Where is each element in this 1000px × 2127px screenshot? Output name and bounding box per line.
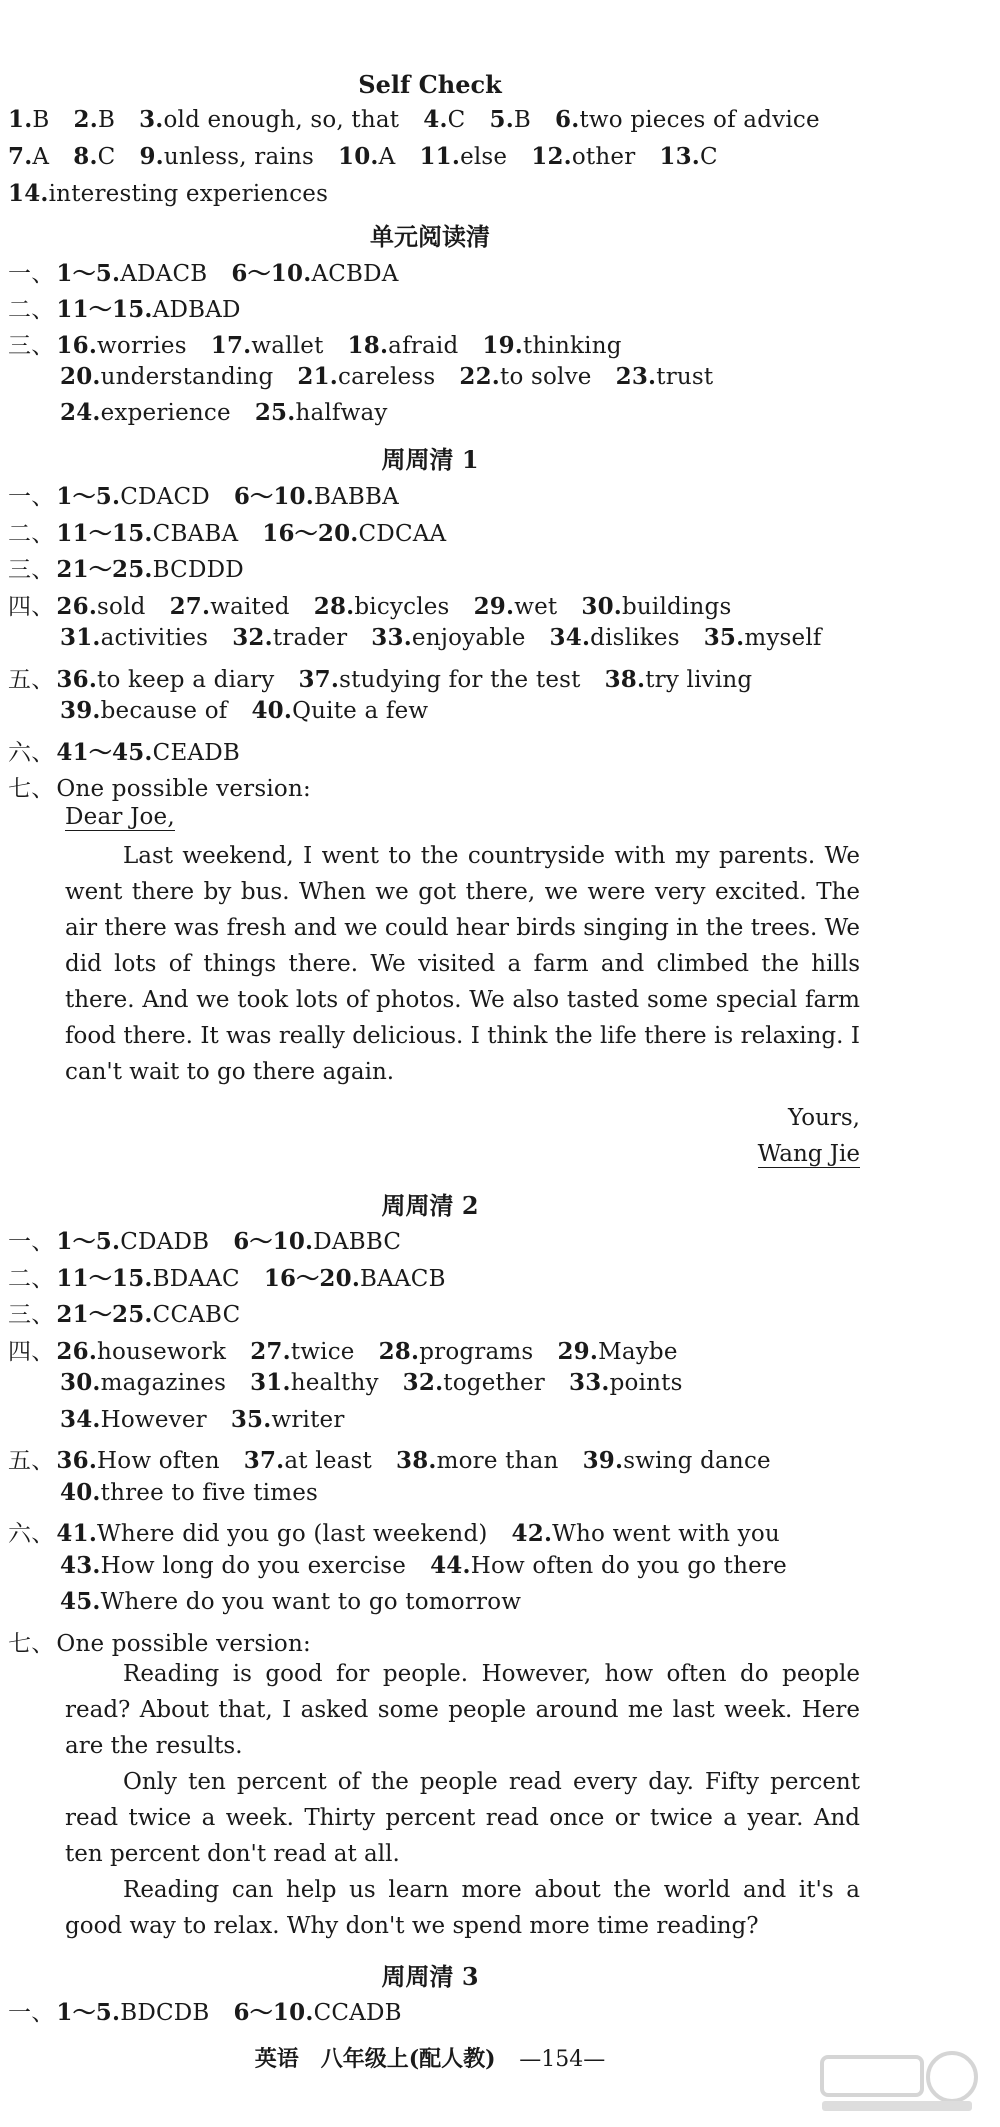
answer-text: understanding — [100, 364, 274, 390]
answer-text: writer — [271, 1406, 345, 1433]
answer-item — [60, 1553, 406, 1579]
answer-item — [60, 698, 227, 724]
answer-text: CDADB — [120, 1229, 210, 1255]
section-numeral: 六、 — [8, 739, 55, 766]
answer-text: buildings — [621, 593, 732, 620]
answer-item — [56, 667, 274, 693]
answer-line — [60, 697, 452, 724]
answer-line — [8, 1296, 264, 1329]
section-title-unit-reading: 单元阅读清 — [370, 222, 490, 251]
answer-text: One possible version: — [56, 1630, 311, 1657]
answer-line — [60, 363, 737, 390]
section-numeral: 三、 — [8, 1302, 55, 1328]
answer-line — [8, 478, 423, 511]
answer-item — [555, 107, 820, 133]
question-number: 40. — [251, 697, 293, 724]
question-number: 41～45. — [56, 738, 153, 766]
answer-text: other — [571, 144, 636, 170]
question-number: 1～5. — [56, 260, 121, 287]
question-number: 34. — [549, 624, 591, 651]
letter-greeting: Dear Joe, — [65, 804, 175, 830]
answer-text: afraid — [388, 333, 459, 359]
answer-text: to keep a diary — [97, 666, 275, 693]
question-number: 21～25. — [56, 556, 153, 583]
answer-line — [8, 1994, 426, 2027]
question-number: 44. — [430, 1551, 471, 1579]
question-number: 27. — [169, 592, 211, 620]
answer-line — [8, 291, 265, 324]
answer-item — [396, 1448, 559, 1474]
answer-item — [482, 333, 621, 359]
answer-line — [8, 1333, 702, 1366]
question-number: 1～5. — [56, 483, 121, 510]
question-number: 33. — [371, 624, 412, 651]
answer-item — [56, 1229, 209, 1255]
question-number: 27. — [250, 1337, 291, 1365]
answer-text: thinking — [523, 333, 622, 359]
question-number: 31. — [250, 1369, 291, 1396]
question-number: 42. — [511, 1520, 553, 1547]
answer-item — [264, 1266, 446, 1292]
section-numeral: 二、 — [8, 520, 55, 547]
answer-line — [8, 327, 646, 360]
question-number: 26. — [56, 1337, 98, 1365]
question-number: 6. — [555, 106, 580, 133]
question-number: 3. — [139, 106, 164, 133]
watermark-logo-icon — [812, 2047, 982, 2117]
question-number: 6～10. — [231, 260, 312, 287]
answer-text: to solve — [500, 364, 592, 390]
answer-line — [60, 1588, 545, 1615]
answer-text: worries — [97, 333, 187, 359]
answer-text: How long do you exercise — [100, 1552, 407, 1579]
section-numeral: 七、 — [8, 1630, 55, 1657]
section-numeral: 七、 — [8, 776, 55, 802]
answer-text: more than — [436, 1448, 559, 1474]
question-number: 6～10. — [233, 1228, 314, 1255]
answer-text: bicycles — [354, 593, 450, 620]
question-number: 5. — [489, 106, 514, 133]
question-number: 37. — [298, 665, 340, 693]
question-number: 7. — [8, 143, 33, 170]
question-number: 11～15. — [56, 296, 153, 323]
answer-item — [605, 667, 753, 693]
answer-item — [56, 1302, 240, 1328]
answer-text: ADBAD — [152, 297, 241, 323]
answer-item — [56, 740, 240, 766]
answer-text: BABBA — [313, 484, 399, 510]
answer-text: careless — [338, 364, 436, 390]
answer-item — [314, 594, 450, 620]
answer-item — [8, 107, 50, 133]
answer-text: C — [447, 107, 466, 133]
answer-text: three to five times — [100, 1479, 319, 1506]
question-number: 38. — [395, 1447, 437, 1474]
question-number: 36. — [56, 1447, 98, 1474]
answer-text: halfway — [295, 400, 388, 426]
answer-item — [60, 400, 231, 426]
answer-text: Who went with you — [552, 1521, 780, 1547]
answer-text: CCADB — [313, 2000, 402, 2026]
answer-text: myself — [744, 625, 822, 651]
answer-line — [8, 106, 844, 133]
answer-text: CCABC — [152, 1302, 241, 1328]
answer-item — [430, 1553, 787, 1579]
answer-item — [60, 1370, 226, 1396]
section-numeral: 三、 — [8, 333, 55, 359]
question-number: 35. — [703, 624, 745, 651]
question-number: 18. — [347, 332, 389, 359]
answer-text: CEADB — [152, 739, 240, 766]
answer-text: waited — [210, 593, 290, 620]
section-title-week3: 周周清 3 — [381, 1962, 479, 1991]
answer-text: old enough, so, that — [163, 107, 400, 133]
answer-item — [531, 144, 635, 170]
essay-body — [65, 1656, 860, 1944]
section-numeral: 一、 — [8, 484, 55, 510]
question-number: 31. — [60, 624, 101, 651]
answer-text: ACBDA — [311, 261, 399, 287]
answer-item — [60, 1407, 207, 1433]
question-number: 32. — [232, 624, 273, 651]
answer-item — [338, 144, 395, 170]
answer-item — [73, 144, 115, 170]
answer-line — [60, 1406, 369, 1433]
answer-text: CDACD — [120, 484, 210, 510]
answer-item — [569, 1370, 683, 1396]
answer-line — [60, 399, 412, 426]
answer-item — [419, 144, 507, 170]
question-number: 33. — [568, 1369, 610, 1396]
answer-item — [423, 107, 465, 133]
answer-item — [56, 594, 145, 620]
answer-text: unless, rains — [163, 144, 314, 170]
question-number: 14. — [8, 180, 49, 207]
answer-item — [459, 364, 591, 390]
answer-text: BDAAC — [152, 1265, 240, 1292]
answer-item — [56, 333, 186, 359]
section-numeral: 五、 — [8, 1448, 55, 1474]
answer-item — [74, 107, 116, 133]
answer-item — [234, 484, 399, 510]
answer-text: A — [32, 144, 50, 170]
question-number: 43. — [60, 1551, 101, 1579]
answer-item — [616, 364, 714, 390]
question-number: 23. — [615, 363, 657, 390]
question-number: 37. — [243, 1447, 285, 1474]
answer-text: trust — [656, 364, 714, 390]
answer-item — [56, 1448, 219, 1474]
question-number: 6～10. — [233, 483, 314, 510]
answer-line — [8, 515, 470, 548]
question-number: 16～20. — [262, 519, 359, 547]
answer-item — [704, 625, 822, 651]
question-number: 21. — [297, 363, 338, 390]
page-footer — [0, 2042, 860, 2073]
answer-text: swing dance — [623, 1448, 771, 1474]
answer-item — [60, 1480, 318, 1506]
question-number: 40. — [60, 1478, 101, 1506]
answer-item — [298, 667, 580, 693]
question-number: 30. — [60, 1369, 101, 1396]
answer-item — [659, 144, 717, 170]
question-number: 21～25. — [56, 1301, 153, 1328]
section-numeral: 一、 — [8, 2000, 55, 2026]
question-number: 39. — [582, 1447, 624, 1474]
answer-text: interesting experiences — [48, 181, 329, 207]
answer-item — [474, 594, 558, 620]
answer-item — [403, 1370, 545, 1396]
answer-text: dislikes — [590, 625, 680, 651]
letter-signature: Wang Jie — [757, 1141, 860, 1167]
question-number: 32. — [402, 1369, 444, 1396]
answer-text: twice — [290, 1338, 355, 1365]
answer-text: BAACB — [360, 1265, 446, 1292]
question-number: 4. — [423, 106, 448, 133]
answer-line — [60, 1369, 707, 1396]
answer-text: experience — [100, 400, 231, 426]
answer-text: CBABA — [152, 520, 239, 547]
answer-item — [60, 364, 273, 390]
answer-item — [557, 1339, 677, 1365]
section-numeral: 三、 — [8, 557, 55, 583]
answer-text: studying for the test — [339, 666, 581, 693]
question-number: 41. — [56, 1520, 98, 1547]
answer-item — [56, 261, 207, 287]
essay-paragraph-3: Reading can help us learn more about the world and it's a good way to relax. Why don't we spend more time reading? — [65, 1877, 860, 1939]
answer-item — [250, 1370, 379, 1396]
question-number: 8. — [73, 143, 98, 170]
answer-text: Where do you want to go tomorrow — [100, 1589, 522, 1615]
answer-item — [512, 1521, 780, 1547]
answer-item — [8, 144, 49, 170]
answer-text: CDCAA — [358, 520, 447, 547]
section-numeral: 六、 — [8, 1521, 55, 1547]
answer-item — [262, 521, 446, 547]
answer-line — [8, 1223, 425, 1256]
answer-item — [232, 625, 347, 651]
answer-line — [8, 1260, 470, 1293]
answer-text: enjoyable — [411, 625, 526, 651]
answer-text: else — [460, 144, 508, 170]
answer-text: activities — [100, 625, 209, 651]
question-number: 11～15. — [56, 519, 153, 547]
answer-item — [550, 625, 680, 651]
question-number: 28. — [378, 1337, 420, 1365]
answer-text: DABBC — [313, 1229, 402, 1255]
answer-line — [8, 770, 335, 803]
answer-line — [8, 734, 264, 767]
answer-item — [244, 1448, 372, 1474]
question-number: 1～5. — [56, 1228, 121, 1255]
question-number: 29. — [473, 592, 515, 620]
letter-body: Last weekend, I went to the countryside with my parents. We went there by bus. When we got there, we were very excited. The air there was fresh and we could hear birds singing in the trees. We did lots of things there. We visited a farm and climbed the hills there. And we took lots of photos. We also tasted some special farm food there. It was really delicious. I think the life there is relaxing. I can't wait to go there again. — [65, 843, 860, 1085]
question-number: 39. — [60, 697, 101, 724]
question-number: 30. — [581, 592, 622, 620]
answer-item — [56, 484, 210, 510]
section-title-week2: 周周清 2 — [381, 1191, 479, 1220]
answer-item — [234, 2000, 402, 2026]
answer-line — [8, 255, 423, 288]
answer-line — [8, 1625, 335, 1658]
answer-item — [56, 2000, 209, 2026]
question-number: 2. — [73, 106, 98, 133]
answer-item — [56, 776, 311, 802]
answer-text: BCDDD — [152, 557, 244, 583]
footer-subject: 英语 八年级上(配人教) — [254, 2046, 496, 2072]
question-number: 11～15. — [56, 1264, 153, 1292]
answer-item — [8, 181, 328, 207]
section-title-self-check: Self Check — [358, 70, 502, 99]
answer-text: How often do you go there — [470, 1552, 787, 1579]
answer-item — [231, 261, 398, 287]
question-number: 13. — [659, 143, 701, 170]
answer-text: C — [700, 144, 718, 170]
answer-text: B — [513, 107, 532, 133]
question-number: 35. — [230, 1405, 272, 1433]
question-number: 28. — [313, 592, 355, 620]
question-number: 16. — [56, 332, 98, 359]
answer-line — [8, 588, 755, 621]
question-number: 26. — [56, 592, 98, 620]
answer-item — [139, 107, 399, 133]
question-number: 20. — [60, 363, 101, 390]
answer-item — [56, 557, 243, 583]
section-title-week1: 周周清 1 — [381, 445, 479, 474]
answer-text: A — [378, 144, 396, 170]
answer-item — [379, 1339, 534, 1365]
answer-item — [255, 400, 388, 426]
answer-text: together — [443, 1370, 545, 1396]
answer-item — [56, 1266, 239, 1292]
question-number: 22. — [459, 363, 500, 390]
answer-item — [60, 625, 208, 651]
page-number: —154— — [519, 2047, 606, 2072]
answer-text: wallet — [251, 333, 324, 359]
answer-text: One possible version: — [56, 776, 311, 802]
answer-text: Maybe — [598, 1338, 678, 1365]
answer-text: How often — [97, 1448, 220, 1474]
question-number: 45. — [60, 1588, 101, 1615]
essay-paragraph-2: Only ten percent of the people read every day. Fifty percent read twice a week. Thirty percent read once or twice a year. And ten percent don't read at all. — [65, 1769, 860, 1867]
answer-line — [8, 1442, 795, 1475]
answer-text: because of — [100, 698, 228, 724]
essay-paragraph-1: Reading is good for people. However, how often do people read? About that, I asked some people around me last week. Here are the results. — [65, 1661, 860, 1759]
question-number: 1～5. — [56, 1999, 121, 2026]
answer-item — [583, 1448, 771, 1474]
answer-text: sold — [97, 593, 146, 620]
answer-line — [60, 1479, 342, 1506]
answer-text: Where did you go (last weekend) — [97, 1521, 488, 1547]
answer-text: BDCDB — [120, 2000, 210, 2026]
answer-line — [60, 624, 846, 651]
answer-line — [8, 143, 742, 170]
answer-item — [250, 1339, 354, 1365]
answer-item — [231, 1407, 345, 1433]
answer-text: points — [609, 1370, 683, 1396]
answer-line — [60, 1552, 811, 1579]
answer-text: two pieces of advice — [579, 107, 820, 133]
question-number: 10. — [338, 143, 379, 170]
section-numeral: 四、 — [8, 1338, 55, 1365]
letter-closing: Yours, — [788, 1105, 860, 1131]
question-number: 12. — [531, 143, 572, 170]
answer-text: at least — [284, 1448, 372, 1474]
answer-line — [8, 551, 268, 584]
answer-item — [297, 364, 435, 390]
question-number: 17. — [210, 332, 252, 359]
answer-text: housework — [97, 1338, 227, 1365]
answer-item — [348, 333, 459, 359]
answer-item — [211, 333, 324, 359]
question-number: 1. — [8, 106, 33, 133]
section-numeral: 一、 — [8, 261, 55, 287]
answer-text: Quite a few — [292, 698, 429, 724]
question-number: 36. — [56, 665, 98, 693]
question-number: 16～20. — [263, 1264, 361, 1292]
answer-item — [60, 1589, 521, 1615]
answer-line — [8, 661, 776, 694]
answer-item — [56, 1339, 226, 1365]
answer-line — [8, 1515, 804, 1548]
answer-text: B — [32, 107, 50, 133]
answer-item — [56, 1521, 487, 1547]
section-numeral: 二、 — [8, 297, 55, 323]
answer-item — [233, 1229, 401, 1255]
answer-item — [251, 698, 428, 724]
answer-item — [56, 1631, 311, 1657]
answer-item — [56, 297, 240, 323]
question-number: 6～10. — [233, 1999, 314, 2026]
answer-text: However — [100, 1406, 207, 1433]
answer-text: C — [97, 144, 116, 170]
question-number: 19. — [482, 332, 523, 359]
section-numeral: 四、 — [8, 593, 55, 620]
question-number: 25. — [254, 399, 296, 426]
answer-item — [489, 107, 531, 133]
section-numeral: 五、 — [8, 666, 55, 693]
answer-text: programs — [419, 1338, 534, 1365]
answer-line — [8, 180, 352, 207]
question-number: 9. — [139, 143, 164, 170]
answer-text: B — [97, 107, 116, 133]
question-number: 11. — [419, 143, 461, 170]
answer-item — [170, 594, 290, 620]
section-numeral: 二、 — [8, 1265, 55, 1292]
section-numeral: 一、 — [8, 1229, 55, 1255]
question-number: 29. — [557, 1337, 599, 1365]
answer-text: try living — [645, 666, 753, 693]
question-number: 38. — [604, 665, 646, 693]
answer-text: trader — [272, 625, 348, 651]
answer-text: ADACB — [120, 261, 208, 287]
answer-item — [581, 594, 731, 620]
question-number: 34. — [60, 1405, 101, 1433]
answer-item — [139, 144, 314, 170]
question-number: 24. — [60, 399, 101, 426]
answer-item — [371, 625, 525, 651]
answer-text: magazines — [100, 1370, 227, 1396]
answer-text: wet — [514, 593, 558, 620]
answer-text: healthy — [290, 1370, 379, 1396]
answer-item — [56, 521, 238, 547]
